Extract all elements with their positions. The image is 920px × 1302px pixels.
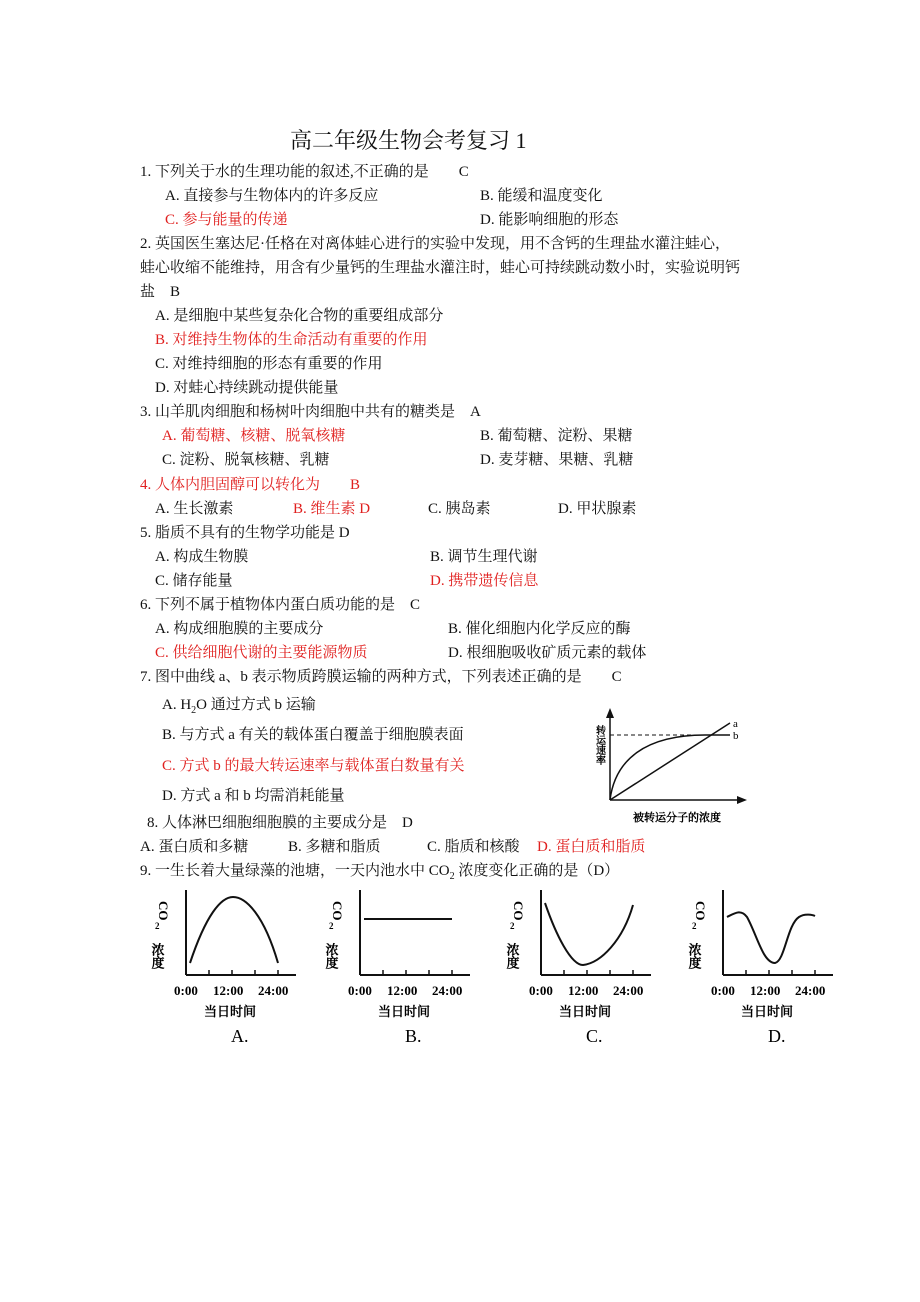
- q6-option-a: A. 构成细胞膜的主要成分: [155, 621, 324, 637]
- co2-chart-d: [686, 885, 826, 1055]
- co2-chart-c: [504, 885, 644, 1055]
- q4-option-d: D. 甲状腺素: [558, 501, 637, 517]
- q3-stem: 3. 山羊肌肉细胞和杨树叶肉细胞中共有的糖类是 A: [140, 404, 481, 420]
- q4-option-c: C. 胰岛素: [428, 501, 491, 517]
- q7-a-sub: 2: [191, 705, 197, 716]
- q7-option-a: [162, 696, 316, 720]
- page-title: 高二年级生物会考复习 1: [290, 128, 527, 153]
- q7-option-b: B. 与方式 a 有关的载体蛋白覆盖于细胞膜表面: [162, 727, 464, 743]
- tick-label-12: 12:00: [387, 983, 418, 998]
- q8-stem: 8. 人体淋巴细胞细胞膜的主要成分是 D: [147, 815, 413, 831]
- x-axis-label: 当日时间: [559, 1004, 612, 1019]
- q5-option-b: B. 调节生理代谢: [430, 549, 538, 565]
- q1-option-a: A. 直接参与生物体内的许多反应: [165, 188, 379, 204]
- q5-option-a: A. 构成生物膜: [155, 549, 249, 565]
- chart-option-label: C.: [586, 1026, 603, 1046]
- tick-label-0: 0:00: [529, 983, 553, 998]
- co2-curve: [190, 897, 278, 963]
- q5-option-d: D. 携带遗传信息: [430, 573, 539, 589]
- y-axis-label: 转运速率: [593, 725, 605, 765]
- y-label-co: CO: [156, 901, 171, 921]
- q2-option-d: D. 对蛙心持续跳动提供能量: [155, 380, 339, 396]
- curve-a-label: a: [733, 718, 738, 730]
- q8-option-a: A. 蛋白质和多糖: [140, 839, 249, 855]
- q2-option-a: A. 是细胞中某些复杂化合物的重要组成部分: [155, 308, 444, 324]
- y-label-sub: 2: [155, 921, 160, 931]
- q1-option-c: C. 参与能量的传递: [165, 212, 288, 228]
- q7-transport-figure: [585, 700, 755, 830]
- tick-label-0: 0:00: [174, 983, 198, 998]
- chart-option-label: D.: [768, 1026, 786, 1046]
- y-label-rest: 浓度: [323, 943, 339, 969]
- tick-label-12: 12:00: [750, 983, 781, 998]
- co2-curve: [727, 912, 815, 963]
- y-label-co: CO: [511, 901, 526, 921]
- x-axis-label: 当日时间: [378, 1004, 431, 1019]
- q7-a-pre: A. H: [162, 697, 192, 713]
- q8-option-b: B. 多糖和脂质: [288, 839, 381, 855]
- y-label-sub: 2: [329, 921, 334, 931]
- q4-stem: 4. 人体内胆固醇可以转化为 B: [140, 477, 361, 493]
- q2-stem-2: 蛙心收缩不能维持，用含有少量钙的生理盐水灌注时，蛙心可持续跳动数小时，实验说明钙: [140, 260, 741, 276]
- curve-b-label: b: [733, 730, 739, 742]
- tick-label-24: 24:00: [432, 983, 463, 998]
- y-label-rest: 浓度: [504, 943, 520, 969]
- q3-option-d: D. 麦芽糖、果糖、乳糖: [480, 452, 634, 468]
- q6-option-b: B. 催化细胞内化学反应的酶: [448, 621, 631, 637]
- q3-option-a: A. 葡萄糖、核糖、脱氧核糖: [162, 428, 346, 444]
- q7-option-c: C. 方式 b 的最大转运速率与载体蛋白数量有关: [162, 758, 465, 774]
- co2-chart-b: [323, 885, 463, 1055]
- q7-a-post: O 通过方式 b 运输: [196, 697, 316, 713]
- q4-option-a: A. 生长激素: [155, 501, 234, 517]
- tick-label-0: 0:00: [711, 983, 735, 998]
- chart-option-label: B.: [405, 1026, 422, 1046]
- q4-option-b: B. 维生素 D: [293, 501, 371, 517]
- q6-option-d: D. 根细胞吸收矿质元素的载体: [448, 645, 647, 661]
- q1-option-b: B. 能缓和温度变化: [480, 188, 603, 204]
- q1-option-d: D. 能影响细胞的形态: [480, 212, 619, 228]
- tick-label-0: 0:00: [348, 983, 372, 998]
- y-label-sub: 2: [692, 921, 697, 931]
- x-axis-label: 当日时间: [204, 1004, 257, 1019]
- q3-option-b: B. 葡萄糖、淀粉、果糖: [480, 428, 633, 444]
- co2-chart-a: [149, 885, 289, 1055]
- x-axis-label: 被转运分子的浓度: [633, 812, 721, 824]
- q9-stem-post: 浓度变化正确的是（D）: [454, 863, 620, 879]
- q3-option-c: C. 淀粉、脱氧核糖、乳糖: [162, 452, 330, 468]
- q7-stem: 7. 图中曲线 a、b 表示物质跨膜运输的两种方式，下列表述正确的是 C: [140, 669, 622, 685]
- q8-option-c: C. 脂质和核酸: [427, 839, 520, 855]
- y-label-rest: 浓度: [149, 943, 165, 969]
- q9-stem: [140, 862, 619, 886]
- tick-label-12: 12:00: [568, 983, 599, 998]
- q9-stem-pre: 9. 一生长着大量绿藻的池塘，一天内池水中 CO: [140, 863, 450, 879]
- q5-option-c: C. 储存能量: [155, 573, 233, 589]
- q8-option-d: D. 蛋白质和脂质: [537, 839, 646, 855]
- q6-stem: 6. 下列不属于植物体内蛋白质功能的是 C: [140, 597, 421, 613]
- q7-option-d: D. 方式 a 和 b 均需消耗能量: [162, 788, 345, 804]
- y-label-rest: 浓度: [686, 943, 702, 969]
- y-label-co: CO: [330, 901, 345, 921]
- q2-option-c: C. 对维持细胞的形态有重要的作用: [155, 356, 383, 372]
- x-axis-label: 当日时间: [741, 1004, 794, 1019]
- y-label-co: CO: [693, 901, 708, 921]
- q2-option-b: B. 对维持生物体的生命活动有重要的作用: [155, 332, 428, 348]
- q5-stem: 5. 脂质不具有的生物学功能是 D: [140, 525, 350, 541]
- co2-curve: [545, 903, 633, 965]
- tick-label-24: 24:00: [795, 983, 826, 998]
- q2-stem-3: 盐 B: [140, 284, 181, 300]
- q1-stem: 1. 下列关于水的生理功能的叙述,不正确的是 C: [140, 164, 469, 180]
- tick-label-24: 24:00: [258, 983, 289, 998]
- q2-stem-1: 2. 英国医生塞达尼·任格在对离体蛙心进行的实验中发现，用不含钙的生理盐水灌注蛙心，: [140, 236, 730, 252]
- y-label-sub: 2: [510, 921, 515, 931]
- chart-option-label: A.: [231, 1026, 249, 1046]
- tick-label-12: 12:00: [213, 983, 244, 998]
- tick-label-24: 24:00: [613, 983, 644, 998]
- q6-option-c: C. 供给细胞代谢的主要能源物质: [155, 645, 368, 661]
- q9-stem-sub: 2: [449, 871, 455, 882]
